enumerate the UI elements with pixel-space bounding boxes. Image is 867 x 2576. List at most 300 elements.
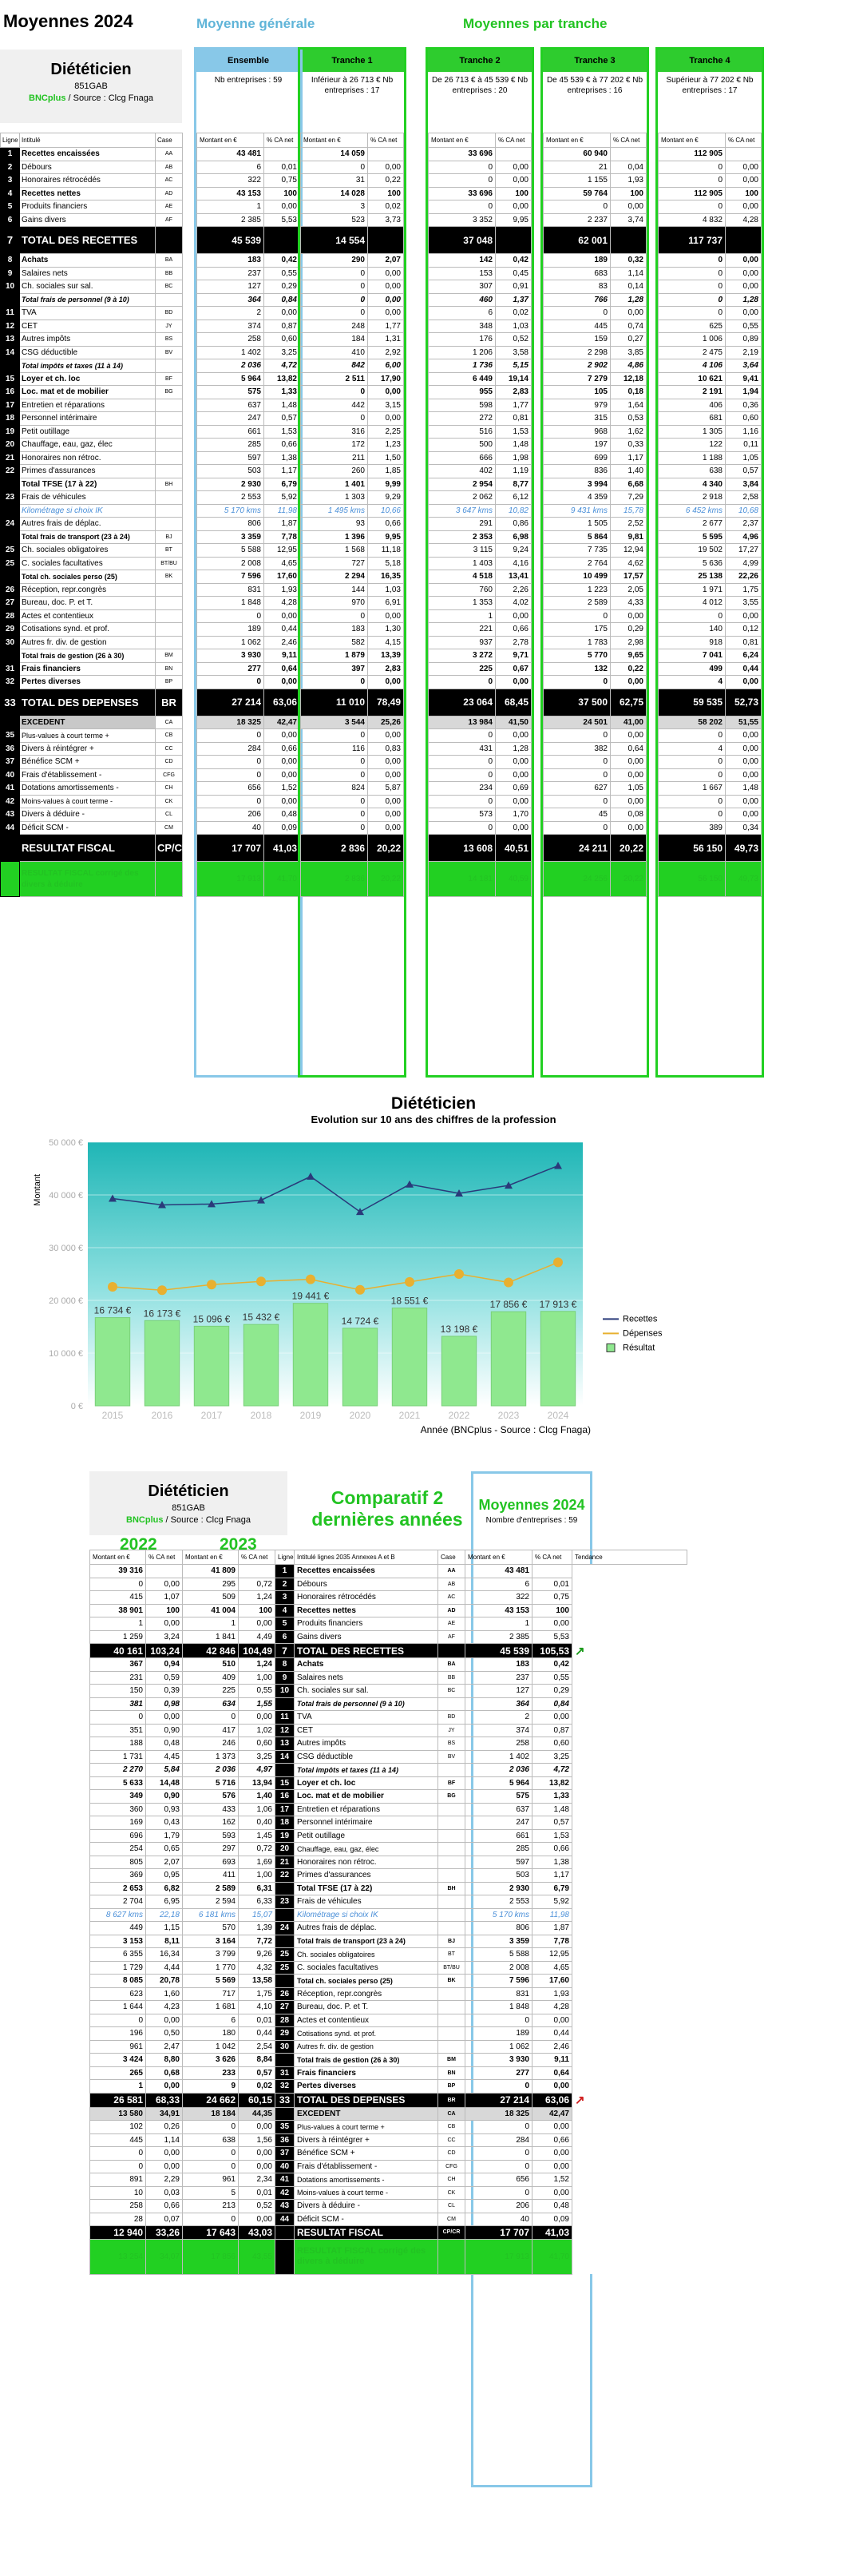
value-row bbox=[197, 742, 300, 756]
value-row bbox=[429, 174, 532, 188]
amount-cell: 56 150 bbox=[659, 835, 726, 862]
comp-cell: 570 bbox=[183, 1922, 239, 1935]
pct-cell: 3,64 bbox=[726, 359, 762, 373]
amount-cell: 1 403 bbox=[429, 557, 496, 570]
y-tick-label: 20 000 € bbox=[49, 1296, 83, 1306]
value-row bbox=[301, 307, 404, 320]
comp-cell: 576 bbox=[183, 1790, 239, 1804]
pct-cell: 20,22 bbox=[611, 862, 647, 897]
value-row bbox=[544, 359, 647, 373]
value-row bbox=[659, 504, 762, 518]
value-row bbox=[301, 544, 404, 558]
line-number: 25 bbox=[1, 557, 20, 570]
x-tick-label: 2020 bbox=[349, 1410, 371, 1421]
pct-cell: 49,73 bbox=[726, 835, 762, 862]
pct-cell: 0,83 bbox=[368, 742, 404, 756]
amount-cell: 25 138 bbox=[659, 570, 726, 584]
comp-cell: 0,00 bbox=[532, 2121, 572, 2134]
comp-line-number: 10 bbox=[275, 1685, 295, 1698]
comp-cell: 0,01 bbox=[239, 2014, 275, 2027]
value-row bbox=[659, 399, 762, 412]
amount-cell: 0 bbox=[429, 729, 496, 743]
comp-cell: 364 bbox=[465, 1697, 532, 1711]
trend-cell bbox=[572, 1803, 687, 1816]
value-row bbox=[544, 862, 647, 897]
label-row bbox=[1, 557, 183, 570]
pct-cell: 3,58 bbox=[496, 346, 532, 359]
comp-cell: AC bbox=[438, 1591, 465, 1605]
amount-cell: 184 bbox=[301, 333, 368, 347]
comp-cell: CA bbox=[438, 2107, 465, 2121]
label-row bbox=[1, 530, 183, 544]
label-row bbox=[1, 491, 183, 505]
line-code: BN bbox=[156, 662, 183, 676]
comp-label: Moins-values à court terme - bbox=[295, 2186, 438, 2200]
pct-cell: 0,00 bbox=[368, 293, 404, 307]
line-number: 40 bbox=[1, 768, 20, 782]
comp-cell: 41 809 bbox=[183, 1565, 239, 1578]
value-row bbox=[197, 504, 300, 518]
value-row bbox=[197, 729, 300, 743]
comp-cell: 225 bbox=[183, 1685, 239, 1698]
line-number: 33 bbox=[1, 689, 20, 716]
amount-cell: 0 bbox=[429, 821, 496, 835]
comp-cell: 381 bbox=[90, 1697, 146, 1711]
value-row bbox=[197, 280, 300, 294]
line-code: BM bbox=[156, 649, 183, 663]
amount-cell: 315 bbox=[544, 412, 611, 426]
value-row bbox=[659, 570, 762, 584]
amount-cell: 14 059 bbox=[301, 148, 368, 161]
comp-row bbox=[90, 2173, 687, 2187]
value-row bbox=[659, 148, 762, 161]
amount-cell: 247 bbox=[197, 412, 264, 426]
amount-cell: 0 bbox=[659, 768, 726, 782]
depenses-point bbox=[256, 1276, 266, 1286]
line-number: 9 bbox=[1, 267, 20, 280]
pct-cell: 17,60 bbox=[264, 570, 300, 584]
pct-cell: 1,93 bbox=[611, 174, 647, 188]
comp-cell: 0,00 bbox=[532, 2014, 572, 2027]
amount-cell: 183 bbox=[301, 623, 368, 637]
pct-cell bbox=[264, 227, 300, 254]
pct-cell: 5,18 bbox=[368, 557, 404, 570]
comp-line-number: 17 bbox=[275, 1803, 295, 1816]
comp-cell: 12,95 bbox=[532, 1948, 572, 1962]
comp-cell: 258 bbox=[465, 1737, 532, 1751]
comp-cell: 3,25 bbox=[239, 1750, 275, 1764]
column-title: Tranche 2 bbox=[428, 50, 532, 72]
value-row bbox=[429, 636, 532, 649]
amount-cell: 1 006 bbox=[659, 333, 726, 347]
tranche-header: Moyennes par tranche bbox=[463, 16, 608, 31]
line-label: Réception, repr.congrès bbox=[20, 583, 156, 597]
comp-cell: 0,00 bbox=[239, 2121, 275, 2134]
amount-cell: 0 bbox=[544, 756, 611, 769]
comp-label: CSG déductible bbox=[295, 1750, 438, 1764]
value-row bbox=[659, 386, 762, 399]
amount-cell: 3 930 bbox=[197, 649, 264, 663]
comp-row bbox=[90, 1697, 687, 1711]
amount-cell: 33 696 bbox=[429, 187, 496, 200]
pct-cell: 0,00 bbox=[496, 795, 532, 808]
pct-cell: 1,40 bbox=[611, 465, 647, 478]
comp-cell: 0,87 bbox=[532, 1724, 572, 1737]
amount-cell: 316 bbox=[301, 425, 368, 439]
line-code bbox=[156, 399, 183, 412]
comp-cell bbox=[239, 1565, 275, 1578]
amount-cell: 5 588 bbox=[197, 544, 264, 558]
comp-row bbox=[90, 1935, 687, 1948]
value-row bbox=[659, 372, 762, 386]
comp-cell: 322 bbox=[465, 1591, 532, 1605]
chart-subtitle: Evolution sur 10 ans des chiffres de la profession bbox=[311, 1113, 556, 1125]
amount-cell: 272 bbox=[429, 412, 496, 426]
comp-cell: 5,92 bbox=[532, 1895, 572, 1909]
value-row bbox=[301, 174, 404, 188]
value-row bbox=[659, 821, 762, 835]
column-subtitle: Nb entreprises : 59 bbox=[214, 76, 283, 85]
comp-cell: 638 bbox=[183, 2133, 239, 2147]
amount-cell: 45 bbox=[544, 808, 611, 822]
comp-cell: 0,64 bbox=[532, 2066, 572, 2080]
line-label: C. sociales facultatives bbox=[20, 557, 156, 570]
trend-cell bbox=[572, 1948, 687, 1962]
amount-cell: 56 150 bbox=[659, 862, 726, 897]
value-row bbox=[429, 346, 532, 359]
legend-swatch bbox=[607, 1344, 615, 1352]
comp-line-number: 42 bbox=[275, 2186, 295, 2200]
amount-cell: 285 bbox=[197, 439, 264, 452]
bar-label: 18 551 € bbox=[390, 1295, 429, 1307]
amount-cell: 597 bbox=[197, 451, 264, 465]
comp-cell: 4,97 bbox=[239, 1764, 275, 1777]
comp-row bbox=[90, 1630, 687, 1644]
amount-cell: 142 bbox=[429, 254, 496, 268]
comp-line-number: 14 bbox=[275, 1750, 295, 1764]
comp-cell: 661 bbox=[465, 1829, 532, 1843]
amount-cell: 17 707 bbox=[197, 835, 264, 862]
amount-cell: 6 bbox=[429, 307, 496, 320]
comp-cell: 0 bbox=[183, 1711, 239, 1725]
line-code: CC bbox=[156, 742, 183, 756]
comp-cell: 367 bbox=[90, 1658, 146, 1672]
amount-cell: 445 bbox=[544, 320, 611, 333]
value-row bbox=[544, 478, 647, 491]
label-row bbox=[1, 280, 183, 294]
value-row bbox=[301, 597, 404, 610]
value-row bbox=[429, 280, 532, 294]
label-row bbox=[1, 293, 183, 307]
comp-line-number bbox=[275, 1697, 295, 1711]
comp-label: Kilométrage si choix IK bbox=[295, 1908, 438, 1922]
depenses-point bbox=[306, 1275, 315, 1284]
line-label: CET bbox=[20, 320, 156, 333]
line-code: CM bbox=[156, 821, 183, 835]
amount-cell: 183 bbox=[197, 254, 264, 268]
comp-line-number bbox=[275, 1975, 295, 1988]
comp-cell: 2 594 bbox=[183, 1895, 239, 1909]
line-label: Primes d'assurances bbox=[20, 465, 156, 478]
bar-label: 17 856 € bbox=[489, 1299, 528, 1311]
comp-cell: 15,07 bbox=[239, 1908, 275, 1922]
comp-cell: 2,46 bbox=[532, 2040, 572, 2054]
value-row bbox=[544, 254, 647, 268]
comp-cell: 0,07 bbox=[146, 2213, 183, 2226]
value-row bbox=[659, 213, 762, 227]
comp-cell: 265 bbox=[90, 2066, 146, 2080]
comp-cell: 188 bbox=[90, 1737, 146, 1751]
comp-cell: 0,55 bbox=[239, 1685, 275, 1698]
line-number: 37 bbox=[1, 756, 20, 769]
value-row bbox=[659, 795, 762, 808]
comp-cell: 17 643 bbox=[183, 2226, 239, 2240]
comp-cell: 0,93 bbox=[146, 1803, 183, 1816]
x-tick-label: 2015 bbox=[101, 1410, 124, 1421]
comp-label: TOTAL DES DEPENSES bbox=[295, 2093, 438, 2107]
value-row bbox=[659, 320, 762, 333]
value-row bbox=[429, 756, 532, 769]
pct-cell: 1,53 bbox=[496, 425, 532, 439]
amount-cell: 7 041 bbox=[659, 649, 726, 663]
comp-line-number: 7 bbox=[275, 1644, 295, 1658]
bar-label: 13 198 € bbox=[440, 1323, 478, 1335]
line-label: Kilométrage si choix IK bbox=[20, 504, 156, 518]
line-number: 17 bbox=[1, 399, 20, 412]
comp-cell: 2 704 bbox=[90, 1895, 146, 1909]
line-number: 20 bbox=[1, 439, 20, 452]
value-row bbox=[197, 795, 300, 808]
pct-cell: 0,57 bbox=[264, 412, 300, 426]
value-row bbox=[659, 307, 762, 320]
comp-cell: 180 bbox=[183, 2027, 239, 2041]
comp-row bbox=[90, 1671, 687, 1685]
line-code bbox=[156, 623, 183, 637]
trend-cell bbox=[572, 1856, 687, 1869]
comp-cell: 0,01 bbox=[532, 1578, 572, 1591]
comp-label: Réception, repr.congrès bbox=[295, 1987, 438, 2001]
value-row bbox=[429, 187, 532, 200]
amount-cell: 0 bbox=[429, 756, 496, 769]
trend-cell bbox=[572, 1671, 687, 1685]
comp-cell: 2 036 bbox=[183, 1764, 239, 1777]
amount-cell: 5 170 kms bbox=[197, 504, 264, 518]
comp-cell: 34,91 bbox=[146, 2107, 183, 2121]
pct-cell: 1,77 bbox=[368, 320, 404, 333]
comp-cell: 162 bbox=[183, 1816, 239, 1830]
comp-cell: 0,43 bbox=[146, 1816, 183, 1830]
value-row bbox=[301, 716, 404, 729]
line-number: 4 bbox=[1, 187, 20, 200]
chart-title: Diététicien bbox=[390, 1094, 477, 1113]
comp-cell: 1,87 bbox=[532, 1922, 572, 1935]
amount-cell: 62 001 bbox=[544, 227, 611, 254]
value-row bbox=[544, 808, 647, 822]
pct-cell: 0,00 bbox=[726, 742, 762, 756]
pct-cell: 0,00 bbox=[264, 676, 300, 689]
pct-cell: 0,44 bbox=[726, 662, 762, 676]
comp-cell: 1 042 bbox=[183, 2040, 239, 2054]
pct-cell: 0,74 bbox=[611, 320, 647, 333]
line-code: BK bbox=[156, 570, 183, 584]
label-row bbox=[1, 213, 183, 227]
value-row bbox=[301, 254, 404, 268]
value-row bbox=[197, 544, 300, 558]
amount-cell: 937 bbox=[429, 636, 496, 649]
pct-cell: 0,00 bbox=[368, 808, 404, 822]
label-row bbox=[1, 451, 183, 465]
pct-cell: 2,25 bbox=[368, 425, 404, 439]
comp-cell: 1 bbox=[90, 2080, 146, 2094]
line-number: 18 bbox=[1, 412, 20, 426]
comp-cell: 0,00 bbox=[146, 2080, 183, 2094]
amount-head: Montant en € bbox=[429, 133, 496, 148]
pct-cell: 2,07 bbox=[368, 254, 404, 268]
line-number bbox=[1, 359, 20, 373]
comp-cell: 0,00 bbox=[532, 2186, 572, 2200]
value-row bbox=[544, 530, 647, 544]
line-code: AF bbox=[156, 213, 183, 227]
line-code: CL bbox=[156, 808, 183, 822]
pct-cell: 1,77 bbox=[496, 399, 532, 412]
value-row bbox=[197, 835, 300, 862]
value-row bbox=[544, 412, 647, 426]
value-row bbox=[659, 293, 762, 307]
amount-cell: 0 bbox=[301, 609, 368, 623]
comp-cell: 0,95 bbox=[146, 1869, 183, 1883]
amount-cell: 0 bbox=[659, 307, 726, 320]
value-row bbox=[429, 689, 532, 716]
pct-cell: 0,00 bbox=[496, 200, 532, 214]
pct-cell: 2,98 bbox=[611, 636, 647, 649]
comp-label: Pertes diverses bbox=[295, 2080, 438, 2094]
amount-cell: 0 bbox=[197, 795, 264, 808]
comp-cell: 63,06 bbox=[532, 2093, 572, 2107]
amount-cell: 4 340 bbox=[659, 478, 726, 491]
bar-label: 16 173 € bbox=[143, 1308, 181, 1320]
amount-cell: 406 bbox=[659, 399, 726, 412]
value-row bbox=[301, 491, 404, 505]
amount-cell: 2 836 bbox=[301, 862, 368, 897]
comp-line-number: 25 bbox=[275, 1948, 295, 1962]
comp-cell bbox=[146, 1565, 183, 1578]
comp-row bbox=[90, 2160, 687, 2173]
comp-line-number: 44 bbox=[275, 2213, 295, 2226]
comp-cell: BM bbox=[438, 2054, 465, 2067]
line-number: 43 bbox=[1, 808, 20, 822]
line-code bbox=[156, 636, 183, 649]
comp-cell: AB bbox=[438, 1578, 465, 1591]
comp-row bbox=[90, 1856, 687, 1869]
value-row bbox=[659, 768, 762, 782]
value-row bbox=[197, 557, 300, 570]
column-title: Tranche 1 bbox=[300, 50, 404, 72]
comp-cell: 1,52 bbox=[532, 2173, 572, 2187]
trend-cell bbox=[572, 1658, 687, 1672]
page-title: Moyennes 2024 bbox=[3, 11, 133, 31]
label-row bbox=[1, 570, 183, 584]
pct-cell: 4,16 bbox=[496, 557, 532, 570]
line-code: CH bbox=[156, 782, 183, 796]
amount-cell: 0 bbox=[197, 756, 264, 769]
comp-cell: 0,00 bbox=[146, 2147, 183, 2161]
label-row bbox=[1, 662, 183, 676]
amount-cell: 277 bbox=[197, 662, 264, 676]
value-row bbox=[544, 187, 647, 200]
value-row bbox=[197, 399, 300, 412]
comp-cell bbox=[532, 1565, 572, 1578]
value-row bbox=[301, 808, 404, 822]
value-row bbox=[301, 451, 404, 465]
comp-cell: 1,40 bbox=[239, 1790, 275, 1804]
trend-cell bbox=[572, 2040, 687, 2054]
values-table-0 bbox=[196, 133, 300, 897]
value-row bbox=[197, 518, 300, 531]
amount-cell: 836 bbox=[544, 465, 611, 478]
comp-cell: 4,65 bbox=[532, 1961, 572, 1975]
comp-line-number: 19 bbox=[275, 1829, 295, 1843]
line-label: Honoraires non rétroc. bbox=[20, 451, 156, 465]
comp-cell: 13,82 bbox=[532, 1776, 572, 1790]
amount-cell: 159 bbox=[544, 333, 611, 347]
line-code: AC bbox=[156, 174, 183, 188]
comp-row bbox=[90, 2200, 687, 2213]
pct-cell: 0,57 bbox=[726, 465, 762, 478]
value-row bbox=[301, 821, 404, 835]
comp-cell: 1 bbox=[183, 1617, 239, 1631]
amount-cell: 0 bbox=[429, 174, 496, 188]
comp-line-number: 31 bbox=[275, 2066, 295, 2080]
pct-cell: 13,41 bbox=[496, 570, 532, 584]
label-row bbox=[1, 425, 183, 439]
comp-cell: 433 bbox=[183, 1803, 239, 1816]
comp-cell: 0,59 bbox=[146, 1671, 183, 1685]
label-row bbox=[1, 597, 183, 610]
comp-cell: 0,00 bbox=[532, 1617, 572, 1631]
pct-cell: 9,29 bbox=[368, 491, 404, 505]
amount-cell: 2 191 bbox=[659, 386, 726, 399]
amount-cell: 31 bbox=[301, 174, 368, 188]
line-label: Loyer et ch. loc bbox=[20, 372, 156, 386]
pct-cell: 0,66 bbox=[264, 742, 300, 756]
pct-cell: 4,28 bbox=[726, 213, 762, 227]
pct-cell bbox=[611, 148, 647, 161]
comp-cell: 0,55 bbox=[532, 1671, 572, 1685]
pct-cell: 1,98 bbox=[496, 451, 532, 465]
comp-cell: CL bbox=[438, 2200, 465, 2213]
value-row bbox=[301, 583, 404, 597]
pct-cell: 1,05 bbox=[611, 782, 647, 796]
amount-cell: 4 832 bbox=[659, 213, 726, 227]
comp-line-number bbox=[275, 2226, 295, 2240]
amount-cell: 1 736 bbox=[429, 359, 496, 373]
pct-cell: 1,38 bbox=[264, 451, 300, 465]
line-number: 15 bbox=[1, 372, 20, 386]
pct-cell: 1,19 bbox=[496, 465, 532, 478]
line-number: 30 bbox=[1, 636, 20, 649]
comp-line-number: 3 bbox=[275, 1591, 295, 1605]
amount-cell: 2 589 bbox=[544, 597, 611, 610]
x-tick-label: 2019 bbox=[299, 1410, 322, 1421]
line-label: Moins-values à court terme - bbox=[20, 795, 156, 808]
comp-cell bbox=[438, 1644, 465, 1658]
value-row bbox=[429, 742, 532, 756]
result-bar bbox=[194, 1326, 228, 1406]
value-row bbox=[544, 504, 647, 518]
line-number: 31 bbox=[1, 662, 20, 676]
comp-cell bbox=[438, 1895, 465, 1909]
trend-cell bbox=[572, 2147, 687, 2161]
